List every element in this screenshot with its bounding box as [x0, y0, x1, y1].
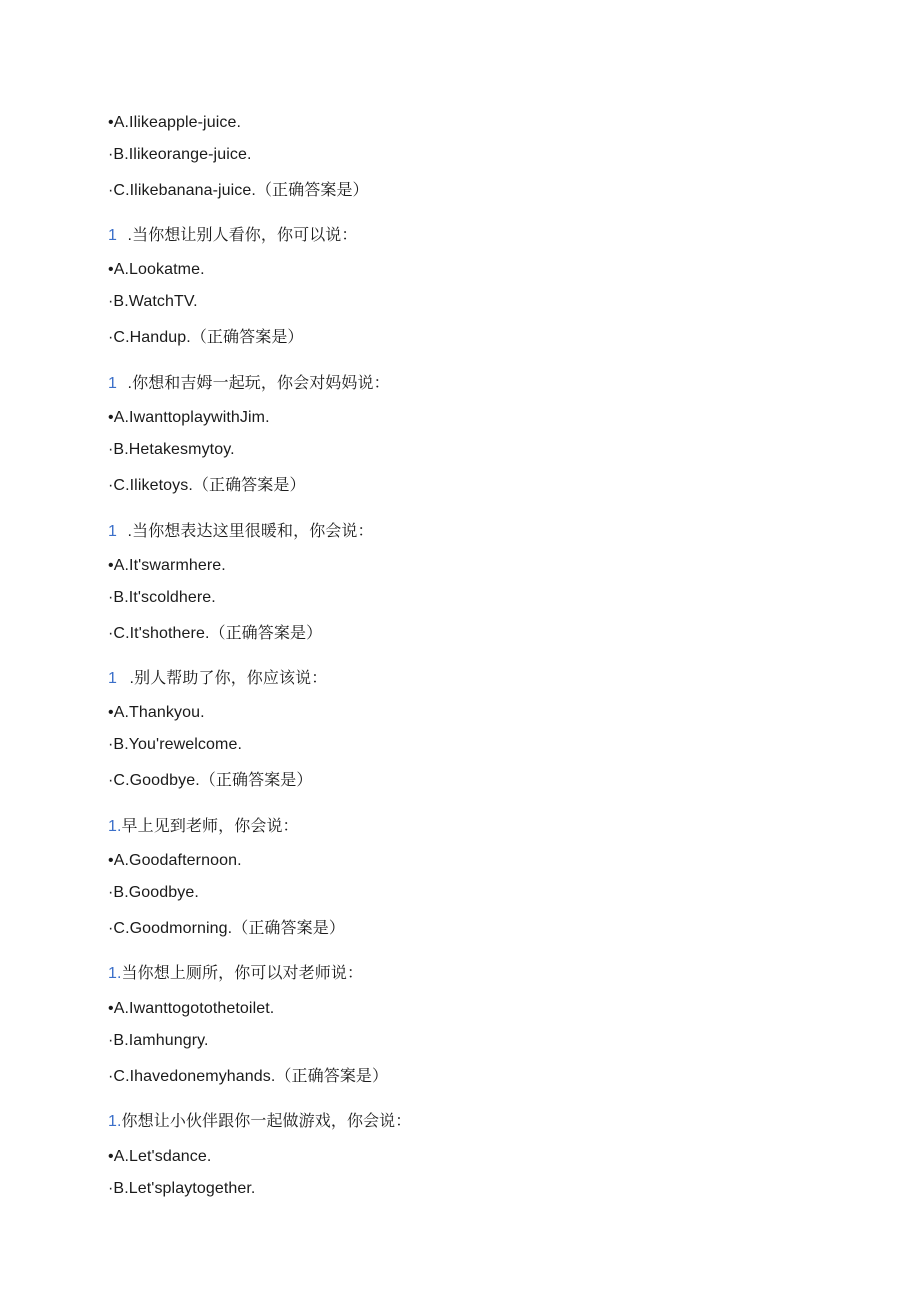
option-a: •A.Goodafternoon.	[108, 852, 242, 869]
option-a: •A.Thankyou.	[108, 704, 205, 721]
question-line	[108, 964, 363, 984]
option-b: ·B.Let'splaytogether.	[108, 1180, 256, 1197]
option-b: ·B.WatchTV.	[108, 293, 198, 310]
question-number: 1	[108, 227, 117, 244]
question-line	[108, 226, 358, 246]
option-c: ·C.Goodmorning.（正确答案是）	[108, 920, 345, 937]
option-b: ·B.You'rewelcome.	[108, 736, 243, 753]
question-text: .当你想表达这里很暖和，你会说：	[127, 523, 374, 540]
option-b: ·B.Ilikeorange-juice.	[108, 146, 252, 163]
option-c: ·C.It'shothere.（正确答案是）	[108, 625, 323, 642]
question-line	[108, 374, 390, 394]
question-line	[108, 817, 299, 837]
question-number: 1.	[108, 818, 122, 835]
question-number: 1	[108, 670, 117, 687]
option-a: •A.IwanttoplaywithJim.	[108, 409, 270, 426]
question-number: 1.	[108, 965, 122, 982]
question-number: 1	[108, 375, 117, 392]
question-number: 1	[108, 523, 117, 540]
option-b: ·B.Goodbye.	[108, 884, 199, 901]
question-text: 早上见到老师，你会说：	[121, 818, 299, 835]
option-a: •A.Ilikeapple-juice.	[108, 114, 241, 131]
option-b: ·B.Iamhungry.	[108, 1032, 209, 1049]
question-line	[108, 522, 374, 542]
question-text: 当你想上厕所，你可以对老师说：	[121, 965, 364, 982]
option-c: ·C.Ihavedonemyhands.（正确答案是）	[108, 1068, 389, 1085]
question-text: 你想让小伙伴跟你一起做游戏，你会说：	[121, 1113, 412, 1130]
option-b: ·B.It'scoldhere.	[108, 589, 216, 606]
option-a: •A.Iwanttogotothetoilet.	[108, 1000, 275, 1017]
question-text: .当你想让别人看你，你可以说：	[127, 227, 358, 244]
option-c: ·C.Iliketoys.（正确答案是）	[108, 477, 306, 494]
question-number: 1.	[108, 1113, 122, 1130]
option-b: ·B.Hetakesmytoy.	[108, 441, 235, 458]
option-c: ·C.Ilikebanana-juice.（正确答案是）	[108, 182, 369, 199]
option-c: ·C.Handup.（正确答案是）	[108, 329, 304, 346]
question-line	[108, 669, 327, 689]
question-text: .你想和吉姆一起玩，你会对妈妈说：	[127, 375, 390, 392]
option-a: •A.It'swarmhere.	[108, 557, 226, 574]
question-line	[108, 1112, 411, 1132]
option-a: •A.Lookatme.	[108, 261, 205, 278]
option-c: ·C.Goodbye.（正确答案是）	[108, 772, 313, 789]
question-text: .别人帮助了你，你应该说：	[129, 670, 328, 687]
option-a: •A.Let'sdance.	[108, 1148, 212, 1165]
